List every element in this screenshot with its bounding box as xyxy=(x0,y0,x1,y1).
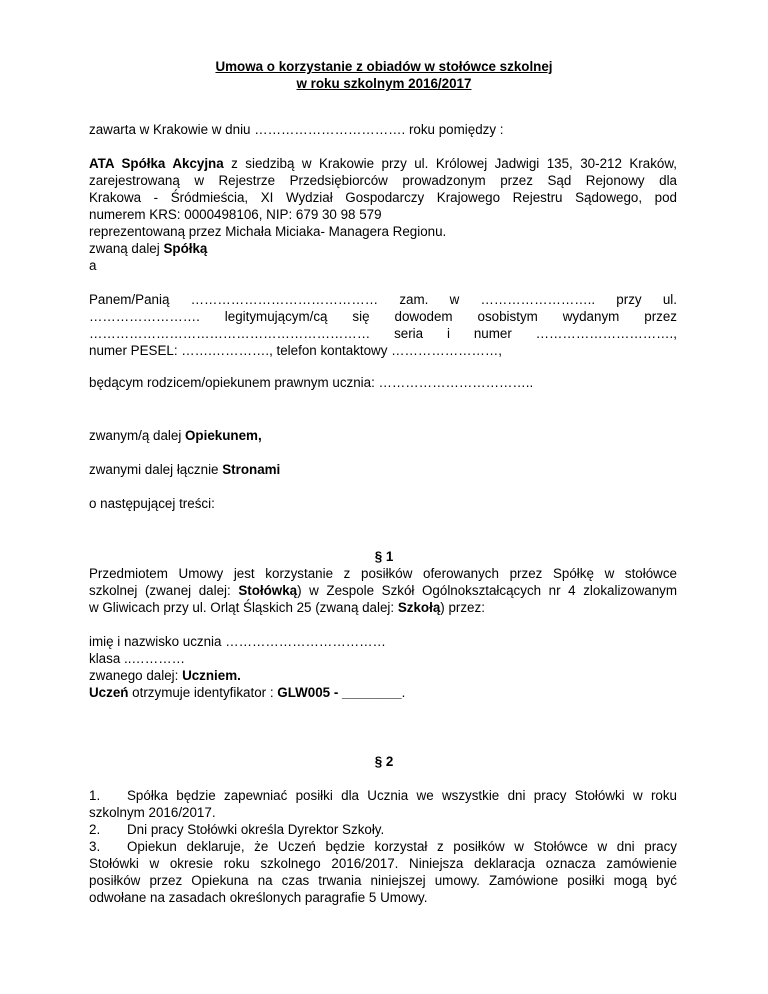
school-term: Szkołą xyxy=(397,600,441,615)
section-1-body xyxy=(89,565,677,616)
student-called xyxy=(89,667,241,684)
student-called-name: Uczniem. xyxy=(182,668,241,683)
company-called-prefix: zwaną dalej xyxy=(89,241,164,256)
student-id-term: Uczeń xyxy=(89,685,129,700)
company-line-5: reprezentowaną przez Michała Miciaka- Managera Regionu. xyxy=(89,224,447,239)
section-2-item-1-line-1 xyxy=(89,787,677,804)
section-2-item-3-line-2: Stołówki w okresie roku szkolnego 2016/2017. Niniejsza deklaracja oznacza zamówienie xyxy=(89,856,677,871)
company-line-1 xyxy=(89,155,677,172)
parties-called xyxy=(89,461,280,478)
student-id-text: otrzymuje identyfikator : xyxy=(128,685,278,700)
item-text: Dni pracy Stołówki określa Dyrektor Szkoły. xyxy=(127,822,385,837)
section-1-line-2 xyxy=(89,582,677,599)
section-2-item-3-line-4: odwołane na zasadach określonych paragrafie 5 Umowy. xyxy=(89,890,428,905)
item-text: Opiekun deklaruje, że Uczeń będzie korzystał z posiłków w Stołówce w dni pracy xyxy=(127,839,677,854)
guardian-called xyxy=(89,427,262,444)
item-number: 3. xyxy=(89,839,101,854)
student-id-period: . xyxy=(401,685,406,700)
section-1-line-1: Przedmiotem Umowy jest korzystanie z posiłków oferowanych przez Spółkę w stołówce xyxy=(89,566,677,581)
section-2-item-2 xyxy=(89,821,677,838)
item-number: 2. xyxy=(89,822,101,837)
student-id-value: GLW005 - ________ xyxy=(277,685,402,700)
student-name-line: imię i nazwisko ucznia ……………………………… xyxy=(89,634,386,649)
content-intro: o następującej treści: xyxy=(89,496,215,511)
section-2-body xyxy=(89,787,677,906)
student-id-line xyxy=(89,684,405,701)
section-2-heading: § 2 xyxy=(374,754,394,769)
item-number: 1. xyxy=(89,788,101,803)
company-called xyxy=(89,240,677,257)
company-line-2: zarejestrowaną w Rejestrze Przedsiębiorców prowadzonym przez Sąd Rejonowy dla xyxy=(89,173,677,188)
and-text: a xyxy=(89,258,97,273)
company-line-3: Krakowa - Śródmieścia, XI Wydział Gospodarczy Krajowego Rejestru Sądowego, pod xyxy=(89,190,677,205)
intro-text: zawarta w Krakowie w dniu ……………………………. roku pomiędzy : xyxy=(89,122,504,137)
student-called-prefix: zwanego dalej: xyxy=(89,668,183,683)
guardian-block xyxy=(89,291,677,359)
class-line: klasa ..………… xyxy=(89,651,185,666)
company-name: ATA Spółka Akcyjna xyxy=(89,156,224,171)
title-line-2: w roku szkolnym 2016/2017 xyxy=(296,76,472,91)
canteen-term: Stołówką xyxy=(238,583,298,598)
section-1-line-3 xyxy=(89,599,677,616)
guardian-line-3: ……………………………………………………… seria i numer …………………………., xyxy=(89,326,677,341)
guardian-line-2: ……………………. legitymującym/cą się dowodem osobistym wydanym przez xyxy=(89,309,677,324)
section-1-line-3-a: w Gliwicach przy ul. Orląt Śląskich 25 (zwaną dalej: xyxy=(89,600,398,615)
guardian-called-name: Opiekunem, xyxy=(185,428,262,443)
company-called-name: Spółką xyxy=(163,241,208,256)
company-block xyxy=(89,155,677,274)
guardian-line-1: Panem/Panią …………………………………… zam. w …………………….. przy ul. xyxy=(89,292,677,307)
section-2-item-3-line-3: posiłków przez Opiekuna na czas trwania niniejszej umowy. Zamówione posiłki mogą być xyxy=(89,873,677,888)
section-1-line-3-c: ) przez: xyxy=(440,600,485,615)
title-line-1: Umowa o korzystanie z obiadów w stołówce szkolnej xyxy=(215,59,553,74)
parent-line: będącym rodzicem/opiekunem prawnym ucznia: …………………………….. xyxy=(89,375,534,390)
guardian-line-4: numer PESEL: …….…………., telefon kontaktowy ……………………, xyxy=(89,343,502,358)
company-line-1-rest: z siedzibą w Krakowie przy ul. Królowej Jadwigi 135, 30-212 Kraków, xyxy=(223,156,677,171)
item-text: Spółka będzie zapewniać posiłki dla Ucznia we wszystkie dni pracy Stołówki w roku xyxy=(127,788,677,803)
guardian-called-prefix: zwanym/ą dalej xyxy=(89,428,186,443)
section-1-line-2-a: szkolnej (zwanej dalej: xyxy=(89,583,239,598)
section-2-item-1-line-2: szkolnym 2016/2017. xyxy=(89,805,216,820)
parties-called-prefix: zwanymi dalej łącznie xyxy=(89,462,223,477)
section-1-heading: § 1 xyxy=(374,549,394,564)
parties-called-name: Stronami xyxy=(222,462,281,477)
section-2-item-3-line-1 xyxy=(89,838,677,855)
section-1-line-2-c: ) w Zespole Szkół Ogólnokształcących nr 4 zlokalizowanym xyxy=(297,583,677,598)
company-line-4: numerem KRS: 0000498106, NIP: 679 30 98 579 xyxy=(89,207,382,222)
